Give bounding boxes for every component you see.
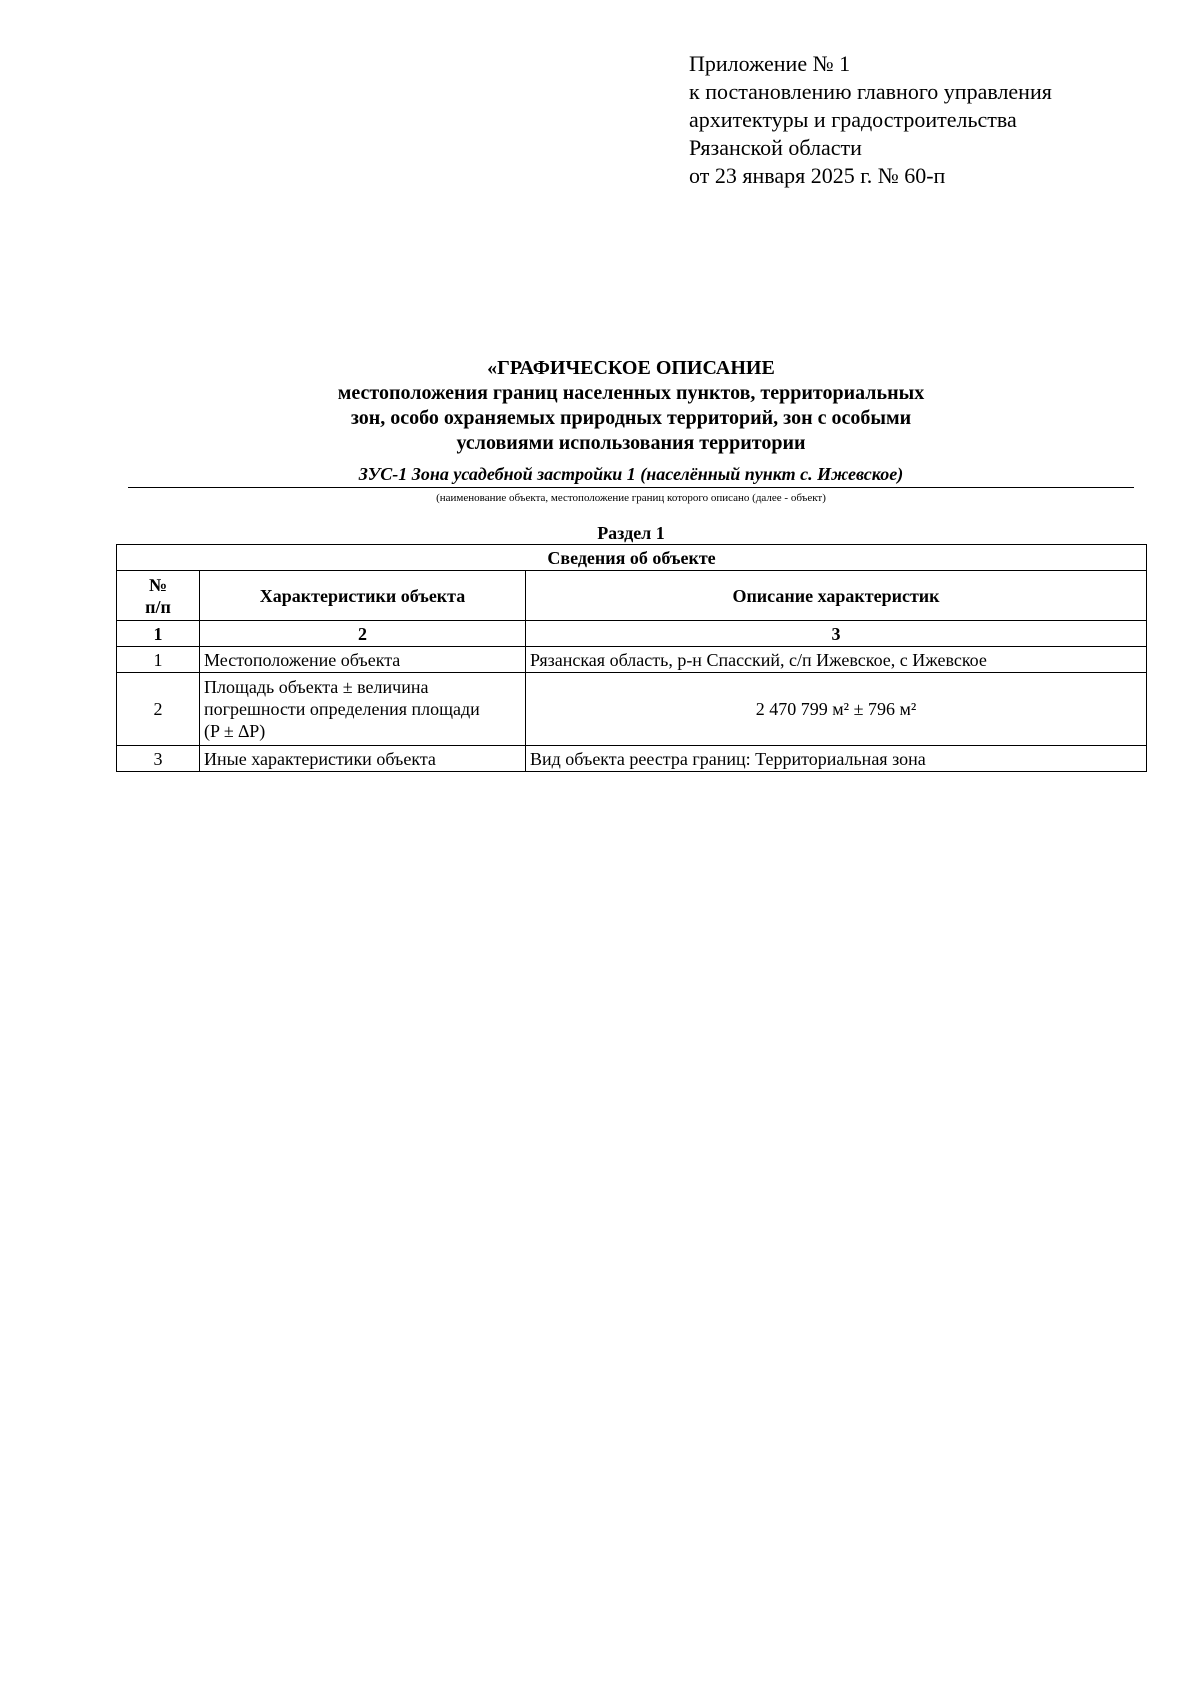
appendix-line: архитектуры и градостроительства — [689, 107, 1017, 132]
row-characteristic: Иные характеристики объекта — [200, 746, 526, 772]
appendix-line: Приложение № 1 — [689, 51, 851, 76]
row-description: Рязанская область, р-н Спасский, с/п Ижевское, с Ижевское — [526, 647, 1147, 673]
row-characteristic: Местоположение объекта — [200, 647, 526, 673]
object-info-table — [116, 544, 1147, 772]
index-cell: 3 — [526, 621, 1147, 647]
title-line: условиями использования территории — [456, 432, 806, 454]
appendix-line: к постановлению главного управления — [689, 79, 1052, 104]
row-num: 3 — [117, 746, 200, 772]
table-row — [117, 746, 1147, 772]
table-index-row — [117, 621, 1147, 647]
appendix-header — [689, 50, 1159, 190]
row-num: 1 — [117, 647, 200, 673]
row-characteristic — [200, 673, 526, 746]
row-characteristic-line: погрешности определения площади — [204, 699, 480, 719]
table-title: Сведения об объекте — [117, 545, 1147, 571]
table-title-row — [117, 545, 1147, 571]
row-description: 2 470 799 м² ± 796 м² — [526, 673, 1147, 746]
header-num-line1: № — [148, 574, 168, 595]
header-num — [117, 571, 200, 621]
object-name-caption: (наименование объекта, местоположение границ которого описано (далее - объект) — [436, 492, 826, 504]
table-row — [117, 647, 1147, 673]
header-characteristic: Характеристики объекта — [200, 571, 526, 621]
title-line: местоположения границ населенных пунктов, территориальных — [337, 382, 925, 404]
header-num-line2: п/п — [145, 596, 171, 617]
row-num: 2 — [117, 673, 200, 746]
object-name: ЗУС-1 Зона усадебной застройки 1 (населённый пункт с. Ижевское) — [358, 464, 904, 484]
appendix-line: от 23 января 2025 г. № 60-п — [689, 163, 946, 188]
header-description: Описание характеристик — [526, 571, 1147, 621]
row-description: Вид объекта реестра границ: Территориальная зона — [526, 746, 1147, 772]
object-name-underline — [128, 487, 1134, 488]
row-characteristic-line: Площадь объекта ± величина — [204, 677, 429, 697]
document-title — [128, 356, 1134, 456]
section-label: Раздел 1 — [597, 523, 665, 543]
appendix-line: Рязанской области — [689, 135, 862, 160]
table-row — [117, 673, 1147, 746]
title-line: зон, особо охраняемых природных территорий, зон с особыми — [350, 407, 912, 429]
index-cell: 2 — [200, 621, 526, 647]
title-line: «ГРАФИЧЕСКОЕ ОПИСАНИЕ — [487, 357, 775, 379]
row-characteristic-line: (P ± ∆P) — [204, 721, 266, 741]
table-header-row — [117, 571, 1147, 621]
index-cell: 1 — [117, 621, 200, 647]
